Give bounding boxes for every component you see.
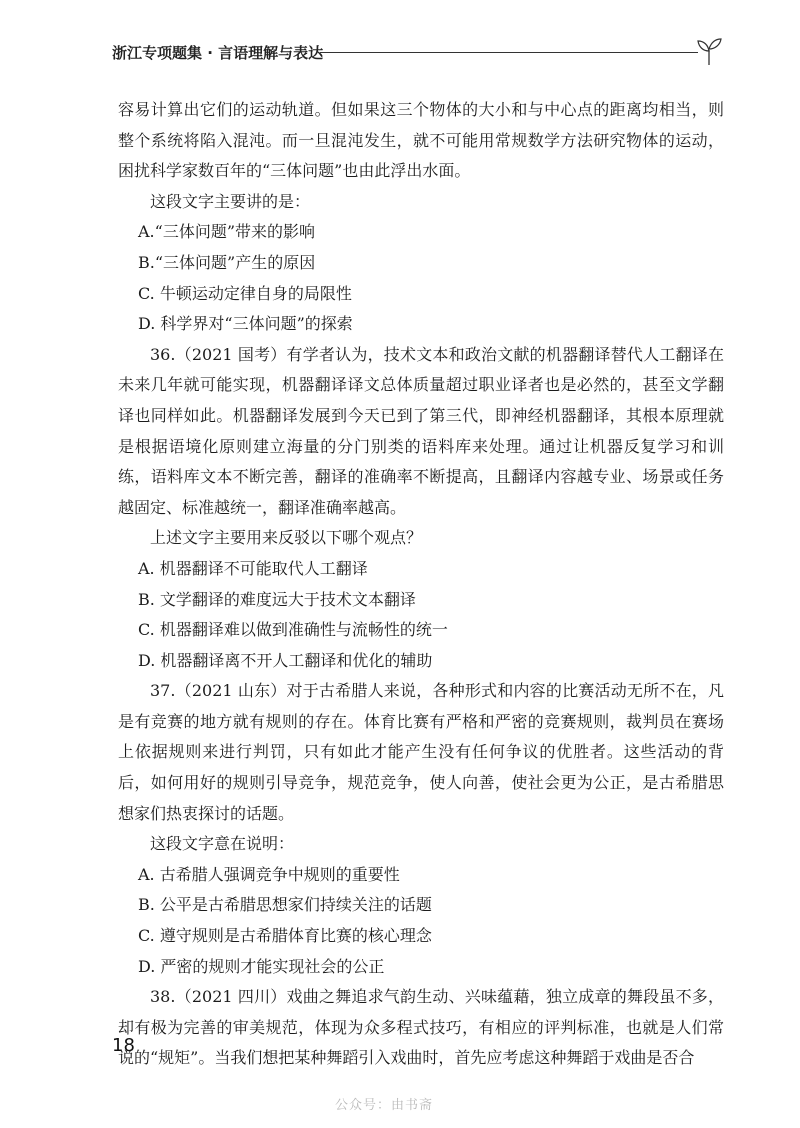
question-36-text: 36.（2021 国考）有学者认为，技术文本和政治文献的机器翻译替代人工翻译在未来几年就可能实现，机器翻译译文总体质量超过职业译者也是必然的，甚至文学翻译也同样如此。机器翻译发展到今天已到了第三代，即神经机器翻译，其根本原理就是根据语境化原则建立海量的分门别类的语料库来处理。通过让机器反复学习和训练，语料库文本不断完善，翻译的准确率不断提高，且翻译内容越专业、场景或任务越固定、标准越统一，翻译准确率越高。 bbox=[118, 344, 724, 517]
sprout-icon bbox=[696, 36, 722, 66]
option-d: D. 严密的规则才能实现社会的公正 bbox=[138, 956, 385, 976]
option-b: B. 公平是古希腊思想家们持续关注的话题 bbox=[138, 895, 432, 915]
option-b: B. 文学翻译的难度远大于技术文本翻译 bbox=[138, 589, 416, 609]
option-c: C. 机器翻译难以做到准确性与流畅性的统一 bbox=[138, 620, 448, 640]
running-header bbox=[112, 36, 722, 68]
question-37-text: 37.（2021 山东）对于古希腊人来说，各种形式和内容的比赛活动无所不在，凡是有竞赛的地方就有规则的存在。体育比赛有严格和严密的竞赛规则，裁判员在赛场上依据规则来进行判罚，只有如此才能产生没有任何争议的优胜者。这些活动的背后，如何用好的规则引导竞争，规范竞争，使人向善，使社会更为公正，是古希腊思想家们热衷探讨的话题。 bbox=[118, 681, 724, 823]
question-36-prompt: 上述文字主要用来反驳以下哪个观点？ bbox=[150, 528, 423, 548]
question-37-prompt: 这段文字意在说明： bbox=[150, 834, 295, 854]
option-d: D. 机器翻译离不开人工翻译和优化的辅助 bbox=[138, 650, 433, 670]
option-d: D. 科学界对“三体问题”的探索 bbox=[138, 314, 353, 334]
page-number: 18 bbox=[112, 1035, 135, 1056]
option-c: C. 遵守规则是古希腊体育比赛的核心理念 bbox=[138, 926, 432, 946]
option-a: A. 机器翻译不可能取代人工翻译 bbox=[138, 558, 368, 578]
option-b: B.“三体问题”产生的原因 bbox=[138, 252, 316, 272]
header-title: 浙江专项题集 · 言语理解与表达 bbox=[112, 44, 324, 62]
watermark: 公众号：由书斋 bbox=[335, 1098, 434, 1113]
option-c: C. 牛顿运动定律自身的局限性 bbox=[138, 283, 352, 303]
continued-paragraph: 容易计算出它们的运动轨道。但如果这三个物体的大小和与中心点的距离均相当，则整个系统将陷入混沌。而一旦混沌发生，就不可能用常规数学方法研究物体的运动，困扰科学家数百年的“三体问题”也由此浮出水面。 bbox=[118, 100, 724, 181]
page-body bbox=[118, 95, 724, 1074]
option-a: A.“三体问题”带来的影响 bbox=[138, 222, 316, 242]
question-prompt: 这段文字主要讲的是： bbox=[150, 191, 311, 211]
header-rule bbox=[320, 52, 698, 53]
question-38-text: 38.（2021 四川）戏曲之舞追求气韵生动、兴味蕴藉，独立成章的舞段虽不多，却有极为完善的审美规范，体现为众多程式技巧，有相应的评判标准，也就是人们常说的“规矩”。当我们想把某种舞蹈引入戏曲时，首先应考虑这种舞蹈于戏曲是否合 bbox=[118, 987, 724, 1068]
option-a: A. 古希腊人强调竞争中规则的重要性 bbox=[138, 864, 400, 884]
